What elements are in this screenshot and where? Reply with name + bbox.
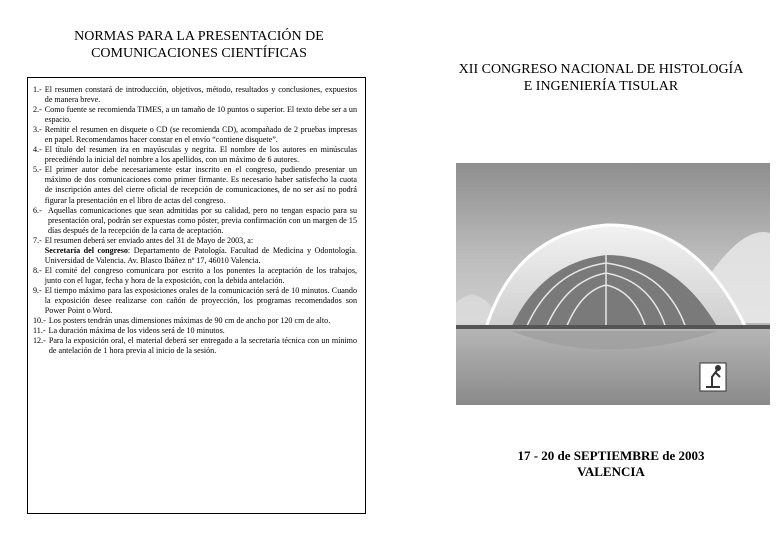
rule-text: Aquellas comunicaciones que sean admitidas por su calidad, pero no tengan espacio para su presentación oral, podrán ser expuestas como póster, previa confirmación con un margen de 15 días después de la recepción de la carta de aceptación. [48,205,357,235]
rule-text: La duración máxima de los videos será de 10 minutos. [48,326,225,336]
event-date: 17 - 20 de SEPTIEMBRE de 2003 [517,448,705,463]
rule-number: 1.- [33,85,42,94]
rule-number: 10.- [33,316,46,326]
rule-text: Para la exposición oral, el material deberá ser entregado a la secretaría técnica con un mínimo de antelación de 1 hora previa al inicio de la sesión. [48,336,357,356]
event-date-block [480,448,742,479]
rule-item-1 [33,85,357,105]
rule-number: 3.- [33,125,42,135]
rule-item-6 [33,206,357,236]
rule-text: Remitir el resumen en disquete o CD (se recomienda CD), acompañado de 2 pruebas impresas en papel. Recomendamos hacer constar en el envío “contiene disquete”. [44,125,357,145]
secretariat-address: : Departamento de Patología. Facultad de Medicina y Odontología. Universidad de Valencia. Av. Blasco Ibáñez nº 17, 46010 Valencia. [44,245,357,265]
rule-text: El primer autor debe necesariamente estar inscrito en el congreso, pudiendo presentar un máximo de dos comunicaciones como primer firmante. Es necesario haber satisfecho la cuota de inscripción antes del cierre oficial de recepción de comunicaciones, de no ser así no podrá figurar la presentación en el libro de actas del congreso. [44,165,357,205]
secretariat-label: Secretaría del congreso [44,245,128,255]
rule-item-2 [33,105,357,125]
rule-item-12 [33,336,357,356]
building-photo [456,163,770,405]
rule-number: 7.- [33,235,42,245]
rule-item-10 [33,316,357,326]
rule-text: Como fuente se recomienda TIMES, a un tamaño de 10 puntos o superior. El texto debe ser a un espacio. [44,105,357,125]
rule-number: 8.- [33,265,42,275]
rule-text: El resumen deberá ser enviado antes del 31 de Mayo de 2003, a: [44,235,254,245]
rules-box [27,77,366,514]
rule-item-8 [33,266,357,286]
congress-title-line-1: XII CONGRESO NACIONAL DE HISTOLOGÍA [458,62,744,77]
rule-text: El resumen constará de introducción, objetivos, método, resultados y conclusiones, expuestos de manera breve. [44,85,357,105]
rule-number: 11.- [33,326,46,336]
rule-text: El comité del congreso comunicara por escrito a los ponentes la aceptación de los trabajos, junto con el lugar, fecha y hora de la exposición, con la debida antelación. [44,265,357,285]
rule-number: 12.- [33,336,46,346]
rule-item-3 [33,125,357,145]
congress-title-line-2: E INGENIERÍA TISULAR [523,79,679,94]
rule-text: El título del resumen ira en mayúsculas y negrita. El nombre de los autores en minúsculas precediéndo la inicial del nombre a los apellidos, con un máximo de 6 autores. [44,145,357,165]
rule-text: Los posters tendrán unas dimensiones máximas de 90 cm de ancho por 120 cm de alto. [48,316,331,326]
walkway [456,325,770,329]
rules-title-line-2: COMUNICACIONES CIENTÍFICAS [91,46,307,61]
rule-text-block [45,236,357,266]
rule-item-4 [33,145,357,165]
congress-title [418,61,780,95]
rule-item-7 [33,236,357,266]
rule-text: El tiempo máximo para las exposiciones orales de la comunicación será de 10 minutos. Cuando la exposición desee realizarse con cañón de proyección, los programas recomendados son Power Point o Word. [44,285,357,316]
microscope-logo-icon [700,363,726,391]
rule-number: 2.- [33,105,42,115]
rule-item-5 [33,165,357,205]
rule-number: 5.- [33,165,42,175]
event-city: VALENCIA [577,463,645,479]
rules-title [28,28,370,62]
rule-number: 4.- [33,145,42,155]
rule-number: 9.- [33,285,42,295]
rule-item-9 [33,286,357,316]
rule-item-11 [33,326,357,336]
rules-title-line-1: NORMAS PARA LA PRESENTACIÓN DE [74,29,324,44]
rule-number: 6.- [33,205,42,215]
rules-list [33,85,357,356]
